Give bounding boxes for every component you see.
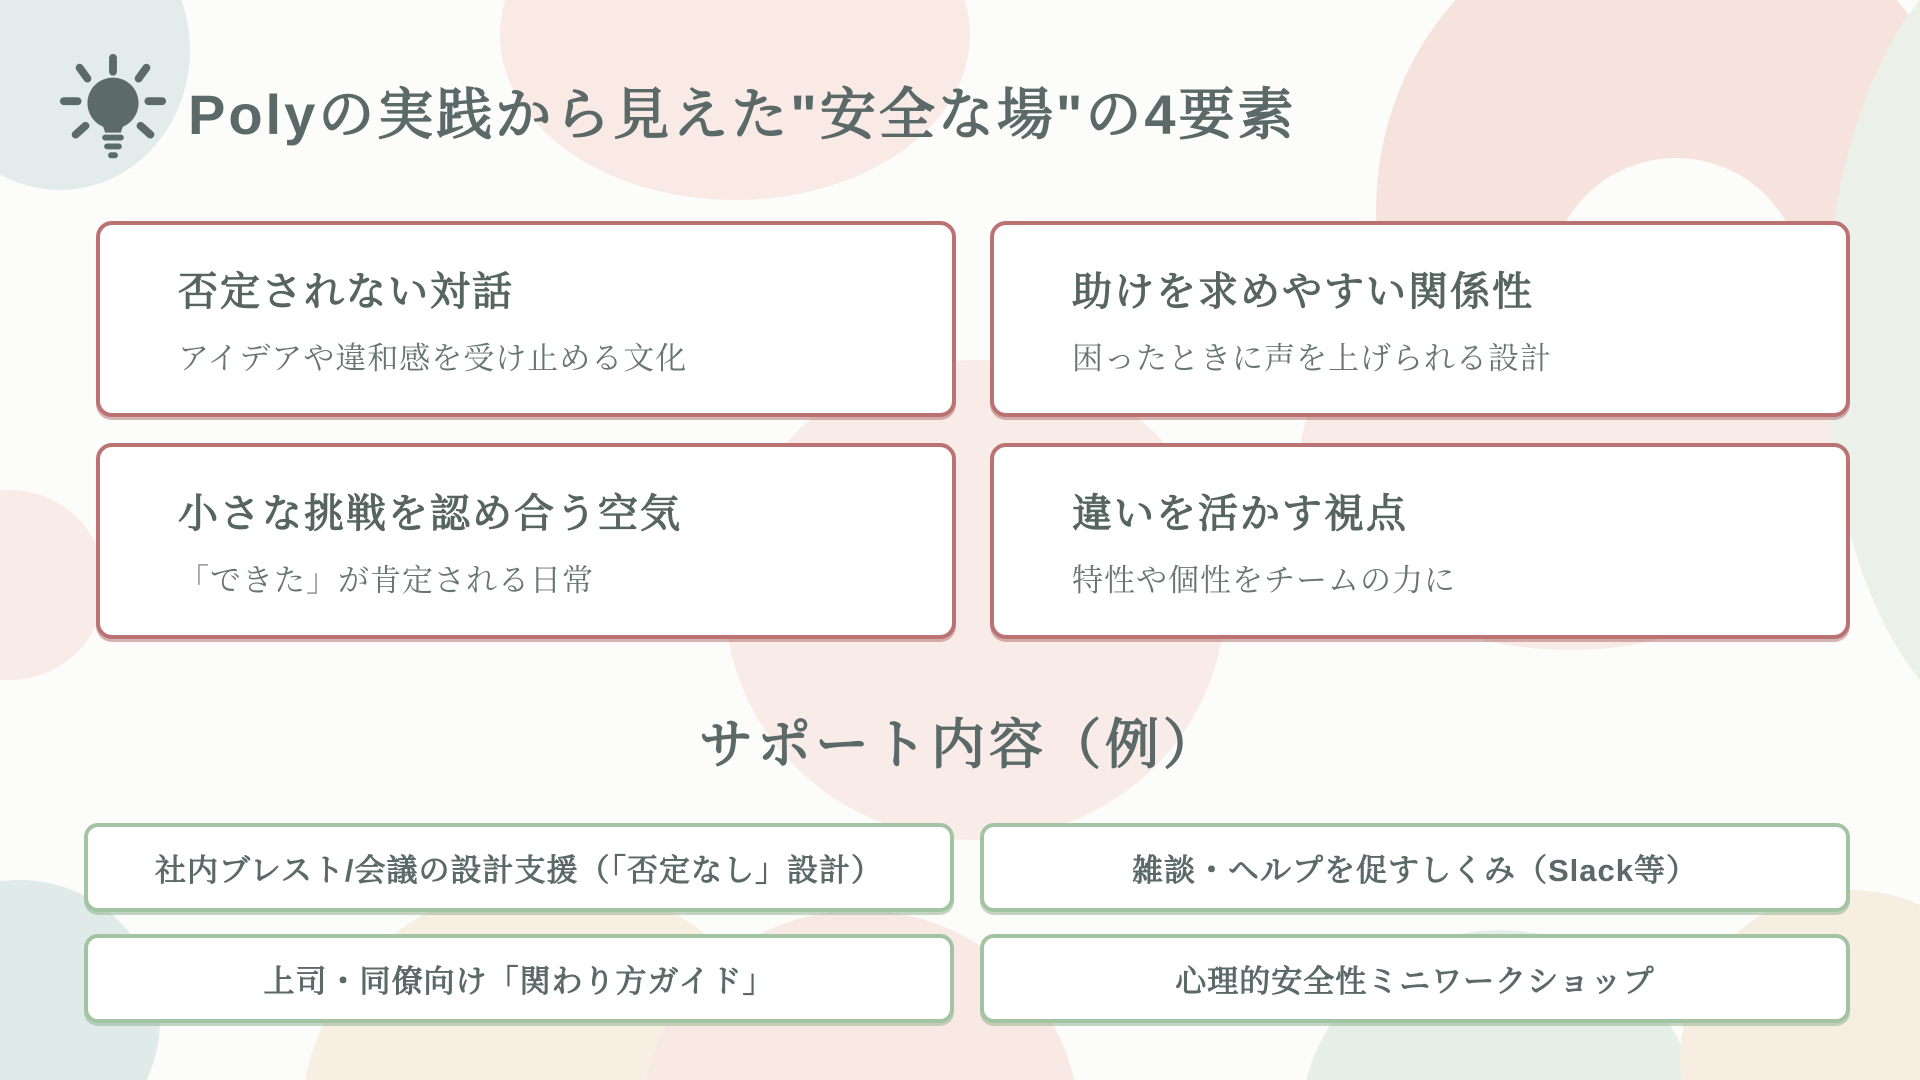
page-title: Polyの実践から見えた"安全な場"の4要素 xyxy=(188,83,1297,146)
factor-card-dialogue xyxy=(96,221,956,417)
support-section-title: サポート内容（例） xyxy=(699,715,1221,775)
factor-card-title: 小さな挑戦を認め合う空気 xyxy=(178,492,682,536)
factor-card-title: 助けを求めやすい関係性 xyxy=(1072,270,1534,314)
factor-card-challenge xyxy=(96,443,956,639)
factor-card-desc: 困ったときに声を上げられる設計 xyxy=(1072,341,1552,376)
factors-grid xyxy=(96,221,1850,639)
factor-card-desc: アイデアや違和感を受け止める文化 xyxy=(178,341,688,376)
lightbulb-icon xyxy=(54,52,172,170)
factor-card-title: 否定されない対話 xyxy=(178,270,514,314)
factor-card-desc: 特性や個性をチームの力に xyxy=(1072,563,1456,598)
support-card-slack: 雑談・ヘルプを促すしくみ（Slack等） xyxy=(980,823,1850,912)
support-card-brainstorm: 社内ブレスト/会議の設計支援（「否定なし」設計） xyxy=(84,823,954,912)
factor-card-help xyxy=(990,221,1850,417)
support-grid xyxy=(84,823,1850,1023)
support-card-guide: 上司・同僚向け「関わり方ガイド」 xyxy=(84,934,954,1023)
factor-card-title: 違いを活かす視点 xyxy=(1072,492,1408,536)
factor-card-desc: 「できた」が肯定される日常 xyxy=(178,563,594,598)
slide-header xyxy=(54,52,1297,170)
bg-blob-pink-leftedge xyxy=(0,490,105,680)
support-card-workshop: 心理的安全性ミニワークショップ xyxy=(980,934,1850,1023)
factor-card-diversity xyxy=(990,443,1850,639)
